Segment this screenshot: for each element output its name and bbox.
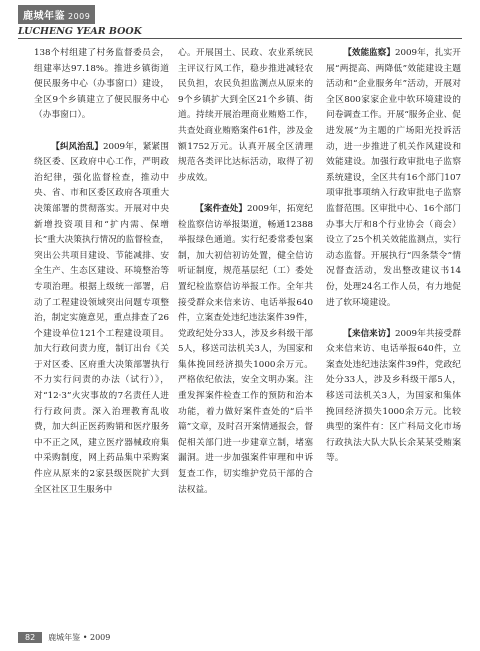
yearbook-title-bar [18,5,95,24]
section-paragraph [326,327,461,467]
section-text: 2009年共接受群众来信来访、电话举报640件，立案查处违纪违法案件39件，党政纪处分33人，涉及乡科级干部5人，移送司法机关3人，为国家和集体挽回经济损失1000余万元。比较典型的案件有：区广科局文化市场行政执法大队大队长余某某受贿案等。 [326,328,461,464]
page-header [18,4,178,38]
header-rule [18,38,462,39]
text-column-2 [178,46,313,498]
text-column-1 [34,46,169,498]
section-keyword: 【纠风治乱】 [51,141,103,152]
paragraph-spacer [178,186,313,202]
paragraph: 138个村组建了村务监督委员会，组建率达97.18%。推进乡镇街道便民服务中心（办事窗口）建设，全区9个乡镇建立了便民服务中心（办事窗口）。 [34,48,169,121]
section-keyword: 【来信来访】 [343,328,395,339]
page-number: 82 [18,632,42,643]
yearbook-title: 鹿城年鉴 [23,11,65,22]
footer-text: 鹿城年鉴 • 2009 [48,632,111,642]
section-keyword: 【案件查处】 [195,203,247,214]
paragraph-spacer [34,124,169,140]
section-text: 2009年，拓宽纪检监察信访举报渠道，畅通12388举报绿色通道。实行纪委常委包案制，加大初信初访处置，健全信访听证制度，规范基层纪（工）委处置纪检监察信访举报工作。全年共接受群众来信来访、电话举报640件，立案查处违纪违法案件39件，党政纪处分33人，涉及乡科级干部5人，移送司法机关3人，为国家和集体挽回经济损失1000余万元。严格依纪依法，安全文明办案。注重发挥案件检查工作的预防和治本功能，着力做好案件查处的“后半篇”文章，及时召开案情通报会，督促相关部门进一步建章立制，堵塞漏洞。进一步加强案件审理和申诉复查工作，切实维护党员干部的合法权益。 [178,203,313,495]
yearbook-subtitle: LUCHENG YEAR BOOK [18,26,142,37]
yearbook-year: 2009 [68,12,91,21]
paragraph-spacer [326,311,461,327]
text-column-3 [326,46,461,467]
section-keyword: 【效能监察】 [343,48,395,58]
paragraph: 心。开展国土、民政、农业系统民主评议行风工作，稳步推进减轻农民负担，农民负担监测点从原来的9个乡镇扩大到全区21个乡镇、街道。持续开展治理商业贿赂工作，共查处商业贿赂案件61件，涉及金额1752万元。认真开展全区清理规范各类评比达标活动，取得了初步成效。 [178,48,313,183]
section-text: 2009年，紧紧围绕区委、区政府中心工作，严明政治纪律，强化监督检查，推动中央、省、市和区委区政府各项重大决策部署的贯彻落实。开展对中央新增投资项目和“扩内需、保增长”重大决策执行情况的监督检查，突出公共项目建设、节能减排、安全生产、生态区建设、环境整治等专项治理。根据上级统一部署，启动了工程建设领域突出问题专项整治，制定实施意见，重点排查了26个建设单位121个工程建设项目。加大行政问责力度，制订出台《关于对区委、区府重大决策部署执行不力实行问责的办法（试行）》，对“12·3”火灾事故的7名责任人进行行政问责。深入治理教育乱收费，加大纠正医药购销和医疗服务中不正之风，建立医疗器械政府集中采购制度，网上药品集中采购案件应从原来的2家县级医院扩大到全区社区卫生服务中 [34,141,169,495]
page-footer [18,630,110,644]
section-paragraph [34,140,169,499]
section-paragraph [326,46,461,311]
section-text: 2009年，扎实开展“两提高、两降低”效能建设主题活动和“企业服务年”活动，开展对全区800家家企业中软环境建设的问卷调查工作。开展“服务企业、促进发展”为主题的广场阳光投诉活动，进一步推进了机关作风建设和效能建设。加强行政审批电子监察系统建设，全区共有16个部门107项审批事项纳入行政审批电子监察监督范围。区审批中心、16个部门办事大厅和8个行业协会（商会）设立了25个机关效能监测点，实行动态监督。开展执行“四条禁令”情况督查活动，发出整改建议书14份，处理24名工作人员，有力地促进了软环境建设。 [326,48,461,308]
section-paragraph [178,202,313,498]
